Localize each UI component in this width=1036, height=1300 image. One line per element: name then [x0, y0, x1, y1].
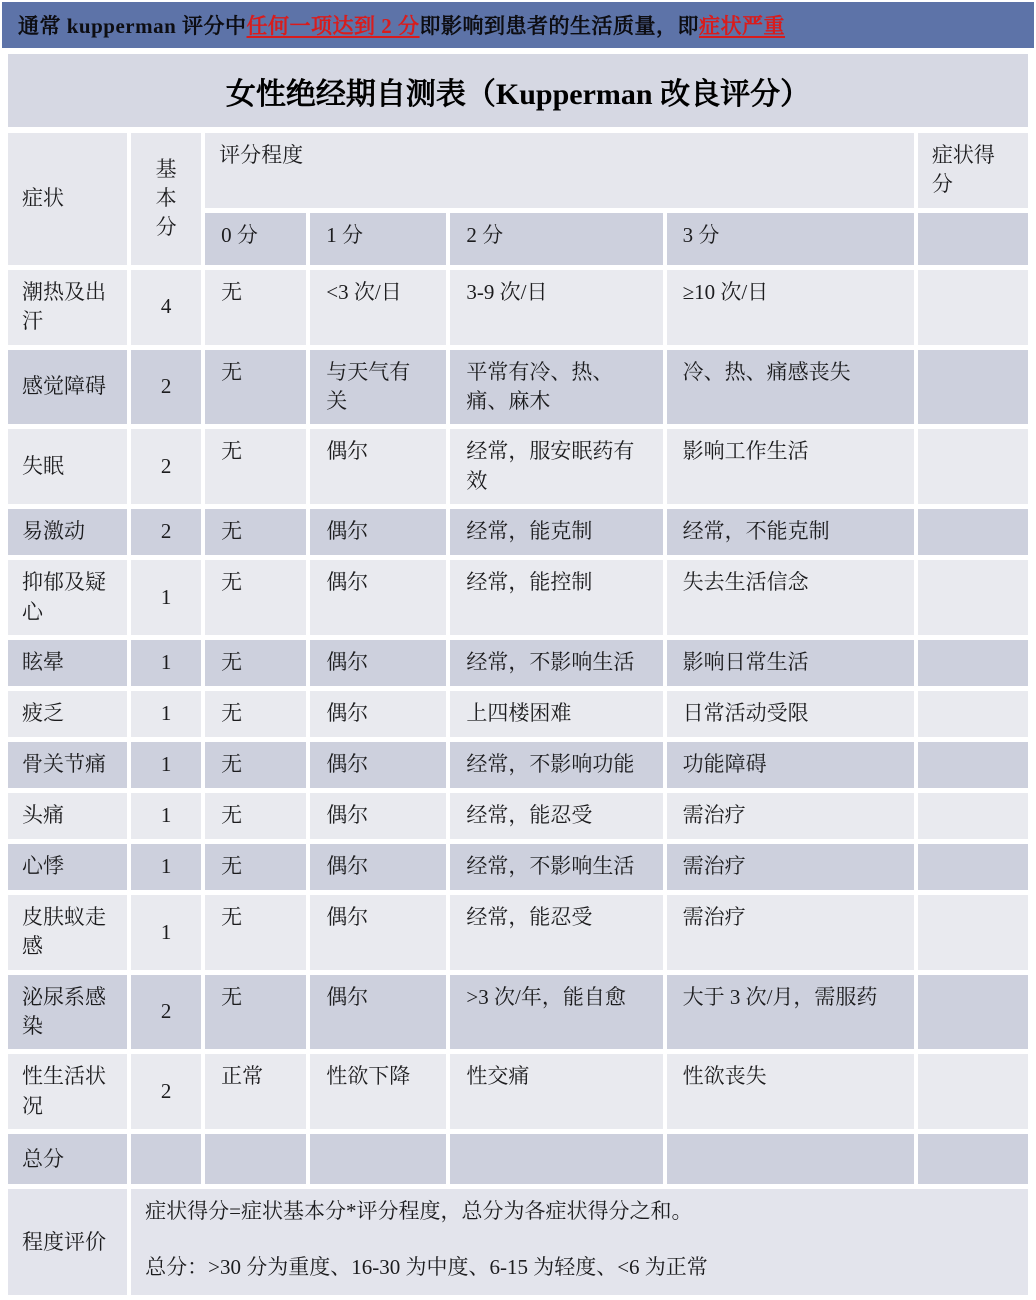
banner-highlight-segment: 任何一项达到 2 分 — [246, 14, 420, 38]
score-1-cell: 偶尔 — [310, 560, 446, 635]
score-3-cell: 失去生活信念 — [667, 560, 914, 635]
score-3-cell: 冷、热、痛感丧失 — [667, 350, 914, 425]
base-score-cell: 4 — [131, 270, 201, 345]
score-3-cell: 经常，不能克制 — [667, 509, 914, 555]
score-1-cell: 偶尔 — [310, 509, 446, 555]
base-score-cell: 2 — [131, 975, 201, 1050]
score-0-cell: 无 — [205, 691, 306, 737]
score-level-0-header: 0 分 — [205, 213, 306, 265]
symptom-column-header: 症状 — [8, 133, 127, 265]
score-2-cell: >3 次/年，能自愈 — [450, 975, 662, 1050]
table-row — [8, 844, 1028, 890]
score-2-cell: 经常，能控制 — [450, 560, 662, 635]
score-0-cell: 无 — [205, 429, 306, 504]
symptom-name-cell: 眩晕 — [8, 640, 127, 686]
base-score-cell: 1 — [131, 793, 201, 839]
evaluation-notes-cell — [131, 1189, 1028, 1295]
base-score-cell: 1 — [131, 742, 201, 788]
score-0-cell: 无 — [205, 975, 306, 1050]
score-1-cell: 偶尔 — [310, 691, 446, 737]
table-row — [8, 560, 1028, 635]
symptom-name-cell: 头痛 — [8, 793, 127, 839]
symptom-name-cell: 性生活状况 — [8, 1054, 127, 1129]
symptom-score-cell — [918, 270, 1028, 345]
score-2-cell: 性交痛 — [450, 1054, 662, 1129]
score-1-cell: 偶尔 — [310, 895, 446, 970]
score-2-cell: 平常有冷、热、痛、麻木 — [450, 350, 662, 425]
symptom-score-cell — [918, 844, 1028, 890]
score-0-cell: 正常 — [205, 1054, 306, 1129]
symptom-name-cell: 抑郁及疑心 — [8, 560, 127, 635]
banner-text-segment: 即影响到患者的生活质量，即 — [419, 14, 700, 38]
kupperman-score-table — [4, 128, 1032, 1300]
base-score-cell: 2 — [131, 429, 201, 504]
symptom-score-cell — [918, 742, 1028, 788]
base-score-cell: 2 — [131, 1054, 201, 1129]
total-score-row — [8, 1134, 1028, 1184]
score-3-cell: 功能障碍 — [667, 742, 914, 788]
symptom-score-cell — [918, 1054, 1028, 1129]
score-1-cell: 偶尔 — [310, 429, 446, 504]
table-row — [8, 429, 1028, 504]
table-header — [8, 133, 1028, 265]
symptom-score-cell — [918, 509, 1028, 555]
score-level-1-header: 1 分 — [310, 213, 446, 265]
symptom-score-empty-header-cell — [918, 213, 1028, 265]
evaluation-label: 程度评价 — [8, 1189, 127, 1295]
table-row — [8, 691, 1028, 737]
empty-cell — [131, 1134, 201, 1184]
evaluation-grading-text: 总分：>30 分为重度、16-30 为中度、6-15 为轻度、<6 为正常 — [145, 1254, 708, 1279]
symptom-score-cell — [918, 975, 1028, 1050]
symptom-score-cell — [918, 429, 1028, 504]
score-0-cell: 无 — [205, 844, 306, 890]
table-footer — [8, 1134, 1028, 1295]
score-0-cell: 无 — [205, 742, 306, 788]
score-2-cell: 经常，能克制 — [450, 509, 662, 555]
table-row — [8, 509, 1028, 555]
total-score-value-cell — [918, 1134, 1028, 1184]
evaluation-row — [8, 1189, 1028, 1295]
symptom-score-cell — [918, 895, 1028, 970]
symptom-name-cell: 泌尿系感染 — [8, 975, 127, 1050]
table-row — [8, 975, 1028, 1050]
empty-cell — [310, 1134, 446, 1184]
banner-highlight-segment: 症状严重 — [699, 14, 786, 38]
score-1-cell: 偶尔 — [310, 742, 446, 788]
symptom-score-cell — [918, 640, 1028, 686]
score-0-cell: 无 — [205, 793, 306, 839]
score-0-cell: 无 — [205, 640, 306, 686]
score-3-cell: ≥10 次/日 — [667, 270, 914, 345]
table-row — [8, 793, 1028, 839]
score-0-cell: 无 — [205, 270, 306, 345]
empty-cell — [205, 1134, 306, 1184]
score-2-cell: 经常，不影响功能 — [450, 742, 662, 788]
empty-cell — [450, 1134, 662, 1184]
symptom-score-cell — [918, 691, 1028, 737]
score-1-cell: 与天气有关 — [310, 350, 446, 425]
total-score-label: 总分 — [8, 1134, 127, 1184]
score-3-cell: 性欲丧失 — [667, 1054, 914, 1129]
base-score-cell: 1 — [131, 560, 201, 635]
symptom-name-cell: 疲乏 — [8, 691, 127, 737]
score-2-cell: 经常，能忍受 — [450, 793, 662, 839]
score-1-cell: 偶尔 — [310, 975, 446, 1050]
base-score-vertical-label: 基本分 — [155, 157, 177, 240]
rating-degree-header: 评分程度 — [205, 133, 914, 208]
score-0-cell: 无 — [205, 560, 306, 635]
score-2-cell: 经常，不影响生活 — [450, 844, 662, 890]
symptom-name-cell: 失眠 — [8, 429, 127, 504]
score-1-cell: 偶尔 — [310, 844, 446, 890]
table-row — [8, 1054, 1028, 1129]
table-row — [8, 895, 1028, 970]
score-0-cell: 无 — [205, 895, 306, 970]
score-3-cell: 影响工作生活 — [667, 429, 914, 504]
base-score-cell: 2 — [131, 350, 201, 425]
symptom-name-cell: 骨关节痛 — [8, 742, 127, 788]
score-3-cell: 大于 3 次/月，需服药 — [667, 975, 914, 1050]
score-3-cell: 日常活动受限 — [667, 691, 914, 737]
score-3-cell: 影响日常生活 — [667, 640, 914, 686]
score-3-cell: 需治疗 — [667, 895, 914, 970]
evaluation-formula-text: 症状得分=症状基本分*评分程度，总分为各症状得分之和。 — [145, 1199, 693, 1224]
score-2-cell: 经常，能忍受 — [450, 895, 662, 970]
symptom-name-cell: 心悸 — [8, 844, 127, 890]
score-0-cell: 无 — [205, 350, 306, 425]
score-1-cell: <3 次/日 — [310, 270, 446, 345]
symptom-name-cell: 感觉障碍 — [8, 350, 127, 425]
empty-cell — [667, 1134, 914, 1184]
base-score-column-header — [131, 133, 201, 265]
score-2-cell: 经常，服安眠药有效 — [450, 429, 662, 504]
base-score-cell: 1 — [131, 691, 201, 737]
symptom-score-cell — [918, 350, 1028, 425]
base-score-cell: 2 — [131, 509, 201, 555]
symptom-name-cell: 易激动 — [8, 509, 127, 555]
symptom-name-cell: 潮热及出汗 — [8, 270, 127, 345]
score-level-3-header: 3 分 — [667, 213, 914, 265]
table-row — [8, 270, 1028, 345]
score-level-2-header: 2 分 — [450, 213, 662, 265]
score-0-cell: 无 — [205, 509, 306, 555]
base-score-cell: 1 — [131, 895, 201, 970]
kupperman-scale-document — [0, 2, 1036, 1300]
symptom-rows — [8, 270, 1028, 1129]
score-1-cell: 偶尔 — [310, 640, 446, 686]
score-1-cell: 性欲下降 — [310, 1054, 446, 1129]
score-3-cell: 需治疗 — [667, 793, 914, 839]
symptom-score-cell — [918, 560, 1028, 635]
score-3-cell: 需治疗 — [667, 844, 914, 890]
score-2-cell: 经常，不影响生活 — [450, 640, 662, 686]
base-score-cell: 1 — [131, 844, 201, 890]
page-title: 女性绝经期自测表（Kupperman 改良评分） — [8, 54, 1028, 127]
score-2-cell: 3-9 次/日 — [450, 270, 662, 345]
banner-text-segment: 通常 kupperman 评分中 — [18, 14, 247, 38]
table-row — [8, 742, 1028, 788]
symptom-score-cell — [918, 793, 1028, 839]
header-row-top — [8, 133, 1028, 208]
score-2-cell: 上四楼困难 — [450, 691, 662, 737]
top-note-banner — [2, 2, 1034, 48]
symptom-score-column-header: 症状得分 — [918, 133, 1028, 208]
score-1-cell: 偶尔 — [310, 793, 446, 839]
table-row — [8, 350, 1028, 425]
base-score-cell: 1 — [131, 640, 201, 686]
table-row — [8, 640, 1028, 686]
symptom-name-cell: 皮肤蚁走感 — [8, 895, 127, 970]
